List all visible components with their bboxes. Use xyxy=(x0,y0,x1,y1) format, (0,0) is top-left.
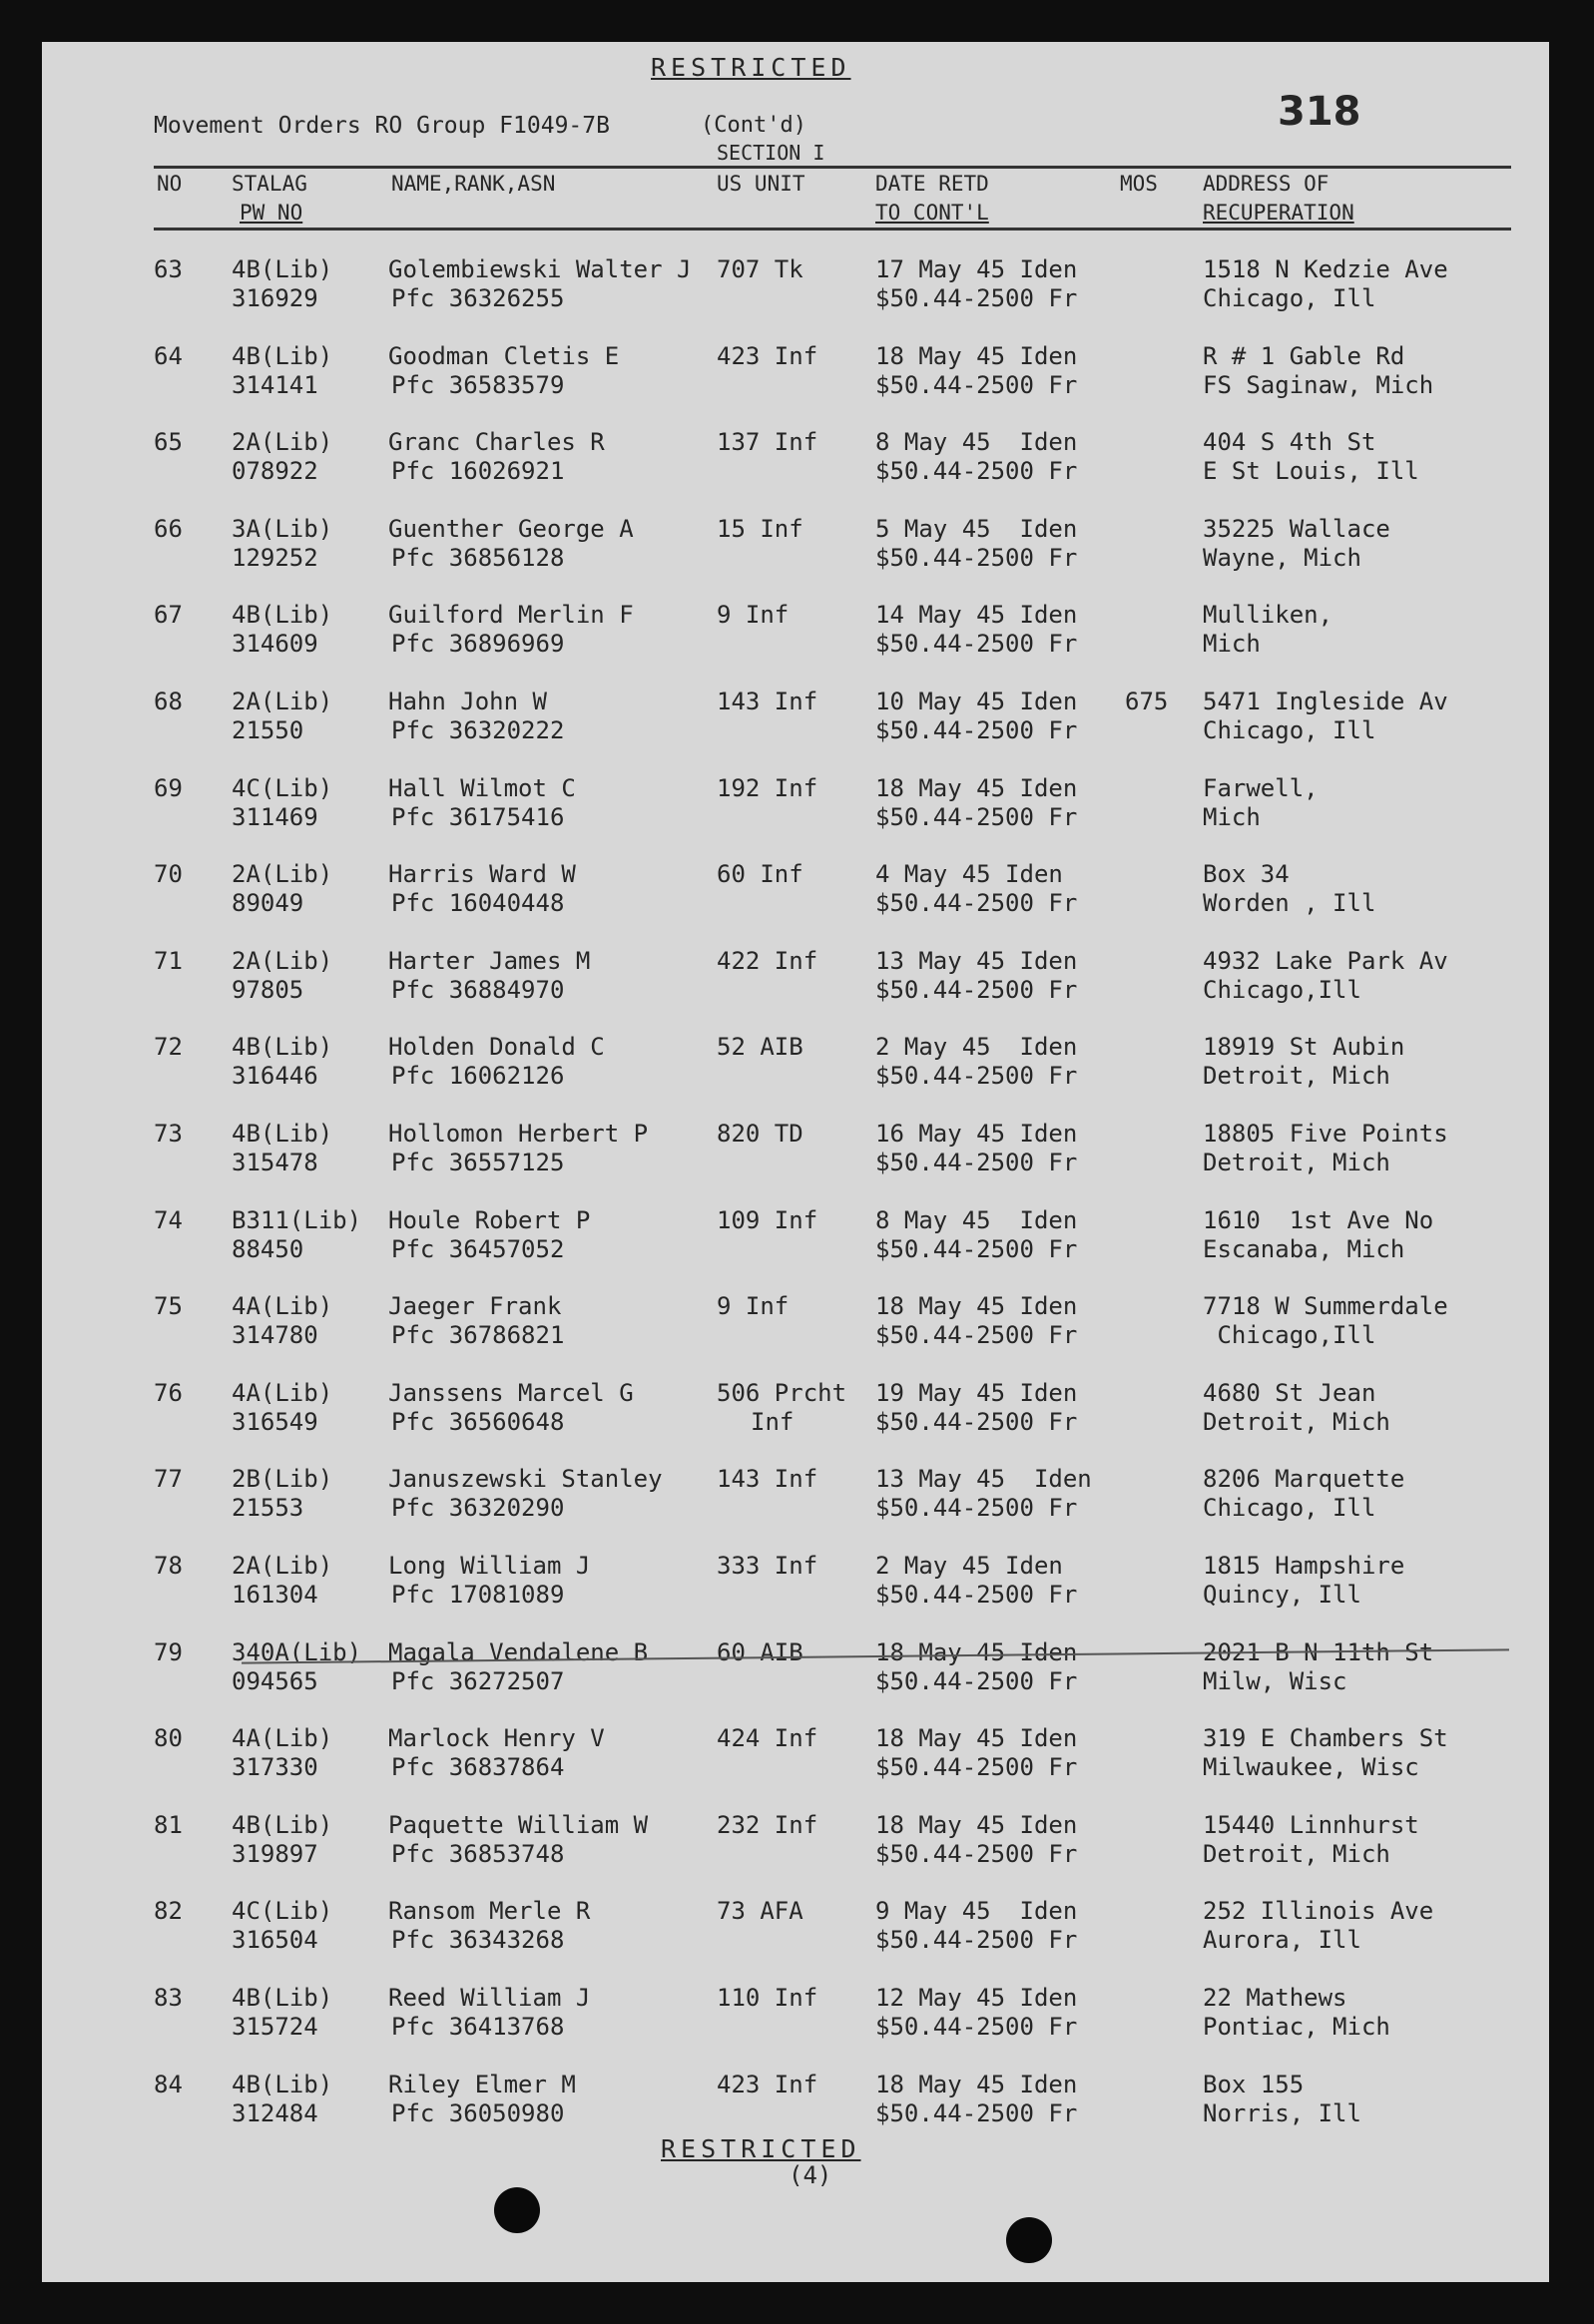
unit-cell: 143 Inf xyxy=(717,1465,818,1493)
pay-cell: $50.44-2500 Fr xyxy=(875,1408,1078,1436)
name-cell: Jaeger Frank xyxy=(388,1292,562,1320)
address-line1-cell: 5471 Ingleside Av xyxy=(1203,688,1448,715)
unit-cell: 109 Inf xyxy=(717,1206,818,1234)
date-cell: 18 May 45 Iden xyxy=(875,1724,1078,1752)
stalag-cell: 4B(Lib) xyxy=(232,601,333,629)
pw-number-cell: 129252 xyxy=(232,544,318,572)
address-line2-cell: Milwaukee, Wisc xyxy=(1203,1753,1419,1781)
date-cell: 8 May 45 Iden xyxy=(875,1206,1078,1234)
address-line1-cell: 15440 Linnhurst xyxy=(1203,1811,1419,1839)
pw-number-cell: 319897 xyxy=(232,1840,318,1868)
address-line1-cell: 1518 N Kedzie Ave xyxy=(1203,255,1448,283)
column-header-address-line1: ADDRESS OF xyxy=(1203,172,1329,196)
row-number: 65 xyxy=(154,428,183,456)
pw-number-cell: 316446 xyxy=(232,1062,318,1090)
unit-cell-line2: Inf xyxy=(751,1408,795,1436)
pw-number-cell: 316549 xyxy=(232,1408,318,1436)
punch-hole-left xyxy=(494,2187,540,2233)
date-cell: 19 May 45 Iden xyxy=(875,1379,1078,1407)
name-cell: Hall Wilmot C xyxy=(388,774,576,802)
row-number: 70 xyxy=(154,860,183,888)
pw-number-cell: 89049 xyxy=(232,889,304,917)
address-line1-cell: 1815 Hampshire xyxy=(1203,1552,1405,1580)
row-number: 77 xyxy=(154,1465,183,1493)
rank-asn-cell: Pfc 16040448 xyxy=(391,889,565,917)
pw-number-cell: 315478 xyxy=(232,1149,318,1176)
address-line2-cell: Norris, Ill xyxy=(1203,2099,1361,2127)
unit-cell: 15 Inf xyxy=(717,515,803,543)
date-cell: 9 May 45 Iden xyxy=(875,1897,1078,1925)
name-cell: Hollomon Herbert P xyxy=(388,1120,649,1148)
address-line2-cell: Detroit, Mich xyxy=(1203,1062,1390,1090)
unit-cell: 73 AFA xyxy=(717,1897,803,1925)
pw-number-cell: 314780 xyxy=(232,1321,318,1349)
rank-asn-cell: Pfc 36320222 xyxy=(391,716,565,744)
stalag-cell: 2A(Lib) xyxy=(232,688,333,715)
section-label: SECTION I xyxy=(717,141,825,165)
pay-cell: $50.44-2500 Fr xyxy=(875,544,1078,572)
pw-number-cell: 316929 xyxy=(232,284,318,312)
punch-hole-right xyxy=(1006,2217,1052,2263)
unit-cell: 9 Inf xyxy=(717,601,790,629)
row-number: 71 xyxy=(154,947,183,975)
pw-number-cell: 078922 xyxy=(232,457,318,485)
stalag-cell: 4A(Lib) xyxy=(232,1379,333,1407)
pw-number-cell: 314141 xyxy=(232,371,318,399)
address-line1-cell: R # 1 Gable Rd xyxy=(1203,342,1405,370)
pw-number-cell: 97805 xyxy=(232,976,304,1004)
mos-cell: 675 xyxy=(1125,688,1169,715)
stalag-cell: 4B(Lib) xyxy=(232,2071,333,2098)
address-line1-cell: Farwell, xyxy=(1203,774,1319,802)
pw-number-cell: 316504 xyxy=(232,1926,318,1954)
column-header-mos: MOS xyxy=(1120,172,1158,196)
rank-asn-cell: Pfc 36560648 xyxy=(391,1408,565,1436)
date-cell: 14 May 45 Iden xyxy=(875,601,1078,629)
stalag-cell: 3A(Lib) xyxy=(232,515,333,543)
rank-asn-cell: Pfc 36583579 xyxy=(391,371,565,399)
column-header-stalag: STALAG xyxy=(232,172,307,196)
column-header-name: NAME,RANK,ASN xyxy=(391,172,556,196)
row-number: 63 xyxy=(154,255,183,283)
stalag-cell: 4A(Lib) xyxy=(232,1292,333,1320)
date-cell: 18 May 45 Iden xyxy=(875,1811,1078,1839)
address-line2-cell: Wayne, Mich xyxy=(1203,544,1361,572)
address-line1-cell: 18919 St Aubin xyxy=(1203,1033,1405,1061)
row-number: 83 xyxy=(154,1984,183,2012)
pay-cell: $50.44-2500 Fr xyxy=(875,889,1078,917)
name-cell: Januszewski Stanley xyxy=(388,1465,663,1493)
address-line2-cell: Detroit, Mich xyxy=(1203,1408,1390,1436)
date-cell: 18 May 45 Iden xyxy=(875,342,1078,370)
address-line1-cell: 4680 St Jean xyxy=(1203,1379,1376,1407)
pay-cell: $50.44-2500 Fr xyxy=(875,1753,1078,1781)
stalag-cell: B311(Lib) xyxy=(232,1206,362,1234)
unit-cell: 192 Inf xyxy=(717,774,818,802)
date-cell: 17 May 45 Iden xyxy=(875,255,1078,283)
address-line2-cell: Pontiac, Mich xyxy=(1203,2013,1390,2041)
name-cell: Long William J xyxy=(388,1552,591,1580)
stalag-cell: 2A(Lib) xyxy=(232,947,333,975)
date-cell: 10 May 45 Iden xyxy=(875,688,1078,715)
row-number: 79 xyxy=(154,1638,183,1666)
pw-number-cell: 314609 xyxy=(232,630,318,658)
column-header-date-line2: TO CONT'L xyxy=(875,201,989,225)
address-line1-cell: 404 S 4th St xyxy=(1203,428,1376,456)
pw-number-cell: 21553 xyxy=(232,1494,304,1522)
pay-cell: $50.44-2500 Fr xyxy=(875,1062,1078,1090)
row-number: 64 xyxy=(154,342,183,370)
address-line1-cell: 1610 1st Ave No xyxy=(1203,1206,1434,1234)
unit-cell: 422 Inf xyxy=(717,947,818,975)
pay-cell: $50.44-2500 Fr xyxy=(875,803,1078,831)
name-cell: Paquette William W xyxy=(388,1811,649,1839)
rank-asn-cell: Pfc 36557125 xyxy=(391,1149,565,1176)
pay-cell: $50.44-2500 Fr xyxy=(875,1926,1078,1954)
row-number: 82 xyxy=(154,1897,183,1925)
rank-asn-cell: Pfc 36320290 xyxy=(391,1494,565,1522)
pw-number-cell: 311469 xyxy=(232,803,318,831)
pay-cell: $50.44-2500 Fr xyxy=(875,1667,1078,1695)
rank-asn-cell: Pfc 16062126 xyxy=(391,1062,565,1090)
pw-number-cell: 312484 xyxy=(232,2099,318,2127)
pw-number-cell: 88450 xyxy=(232,1235,304,1263)
address-line2-cell: Chicago, Ill xyxy=(1203,716,1376,744)
row-number: 66 xyxy=(154,515,183,543)
row-number: 84 xyxy=(154,2071,183,2098)
rank-asn-cell: Pfc 36175416 xyxy=(391,803,565,831)
row-number: 72 xyxy=(154,1033,183,1061)
stalag-cell: 4B(Lib) xyxy=(232,255,333,283)
date-cell: 18 May 45 Iden xyxy=(875,1638,1078,1666)
page-number: 318 xyxy=(1278,89,1361,135)
address-line1-cell: 18805 Five Points xyxy=(1203,1120,1448,1148)
unit-cell: 60 Inf xyxy=(717,860,803,888)
name-cell: Houle Robert P xyxy=(388,1206,591,1234)
document-page xyxy=(42,42,1549,2282)
pay-cell: $50.44-2500 Fr xyxy=(875,1581,1078,1609)
stalag-cell: 4B(Lib) xyxy=(232,1811,333,1839)
address-line1-cell: 22 Mathews xyxy=(1203,1984,1347,2012)
row-number: 80 xyxy=(154,1724,183,1752)
name-cell: Harris Ward W xyxy=(388,860,576,888)
name-cell: Guenther George A xyxy=(388,515,634,543)
address-line2-cell: Worden , Ill xyxy=(1203,889,1376,917)
address-line1-cell: 319 E Chambers St xyxy=(1203,1724,1448,1752)
rank-asn-cell: Pfc 36853748 xyxy=(391,1840,565,1868)
row-number: 69 xyxy=(154,774,183,802)
header-rule-bottom xyxy=(154,228,1511,231)
date-cell: 13 May 45 Iden xyxy=(875,1465,1092,1493)
row-number: 73 xyxy=(154,1120,183,1148)
rank-asn-cell: Pfc 36272507 xyxy=(391,1667,565,1695)
date-cell: 2 May 45 Iden xyxy=(875,1033,1078,1061)
column-header-no: NO xyxy=(157,172,183,196)
stalag-cell: 340A(Lib) xyxy=(232,1638,362,1666)
address-line1-cell: 8206 Marquette xyxy=(1203,1465,1405,1493)
unit-cell: 707 Tk xyxy=(717,255,803,283)
address-line1-cell: Mulliken, xyxy=(1203,601,1333,629)
pay-cell: $50.44-2500 Fr xyxy=(875,457,1078,485)
stalag-cell: 2A(Lib) xyxy=(232,860,333,888)
address-line2-cell: FS Saginaw, Mich xyxy=(1203,371,1434,399)
name-cell: Harter James M xyxy=(388,947,591,975)
row-number: 76 xyxy=(154,1379,183,1407)
address-line2-cell: E St Louis, Ill xyxy=(1203,457,1419,485)
stalag-cell: 4B(Lib) xyxy=(232,1984,333,2012)
row-number: 67 xyxy=(154,601,183,629)
address-line2-cell: Chicago,Ill xyxy=(1203,1321,1376,1349)
address-line2-cell: Escanaba, Mich xyxy=(1203,1235,1405,1263)
date-cell: 13 May 45 Iden xyxy=(875,947,1078,975)
date-cell: 18 May 45 Iden xyxy=(875,2071,1078,2098)
stalag-cell: 2A(Lib) xyxy=(232,428,333,456)
address-line2-cell: Mich xyxy=(1203,803,1261,831)
date-cell: 16 May 45 Iden xyxy=(875,1120,1078,1148)
date-cell: 18 May 45 Iden xyxy=(875,1292,1078,1320)
address-line2-cell: Quincy, Ill xyxy=(1203,1581,1361,1609)
stalag-cell: 4C(Lib) xyxy=(232,774,333,802)
name-cell: Riley Elmer M xyxy=(388,2071,576,2098)
rank-asn-cell: Pfc 36413768 xyxy=(391,2013,565,2041)
rank-asn-cell: Pfc 36050980 xyxy=(391,2099,565,2127)
row-number: 78 xyxy=(154,1552,183,1580)
date-cell: 2 May 45 Iden xyxy=(875,1552,1063,1580)
date-cell: 18 May 45 Iden xyxy=(875,774,1078,802)
date-cell: 5 May 45 Iden xyxy=(875,515,1078,543)
pay-cell: $50.44-2500 Fr xyxy=(875,1840,1078,1868)
address-line1-cell: 252 Illinois Ave xyxy=(1203,1897,1434,1925)
name-cell: Goodman Cletis E xyxy=(388,342,620,370)
classification-top: RESTRICTED xyxy=(651,53,851,82)
row-number: 75 xyxy=(154,1292,183,1320)
unit-cell: 423 Inf xyxy=(717,342,818,370)
pw-number-cell: 094565 xyxy=(232,1667,318,1695)
pay-cell: $50.44-2500 Fr xyxy=(875,1149,1078,1176)
name-cell: Granc Charles R xyxy=(388,428,605,456)
pay-cell: $50.44-2500 Fr xyxy=(875,716,1078,744)
name-cell: Marlock Henry V xyxy=(388,1724,605,1752)
unit-cell: 423 Inf xyxy=(717,2071,818,2098)
row-number: 81 xyxy=(154,1811,183,1839)
unit-cell: 232 Inf xyxy=(717,1811,818,1839)
address-line1-cell: Box 155 xyxy=(1203,2071,1305,2098)
stalag-cell: 2A(Lib) xyxy=(232,1552,333,1580)
address-line2-cell: Milw, Wisc xyxy=(1203,1667,1347,1695)
unit-cell: 820 TD xyxy=(717,1120,803,1148)
column-header-date-line1: DATE RETD xyxy=(875,172,989,196)
pay-cell: $50.44-2500 Fr xyxy=(875,1494,1078,1522)
sheet-number: (4) xyxy=(789,2161,832,2189)
rank-asn-cell: Pfc 16026921 xyxy=(391,457,565,485)
name-cell: Holden Donald C xyxy=(388,1033,605,1061)
stalag-cell: 4B(Lib) xyxy=(232,342,333,370)
date-cell: 4 May 45 Iden xyxy=(875,860,1063,888)
rank-asn-cell: Pfc 36457052 xyxy=(391,1235,565,1263)
stalag-cell: 4B(Lib) xyxy=(232,1120,333,1148)
name-cell: Golembiewski Walter J xyxy=(388,255,692,283)
row-number: 74 xyxy=(154,1206,183,1234)
address-line2-cell: Detroit, Mich xyxy=(1203,1840,1390,1868)
unit-cell: 60 AIB xyxy=(717,1638,803,1666)
address-line2-cell: Aurora, Ill xyxy=(1203,1926,1361,1954)
pay-cell: $50.44-2500 Fr xyxy=(875,284,1078,312)
pay-cell: $50.44-2500 Fr xyxy=(875,630,1078,658)
address-line2-cell: Chicago,Ill xyxy=(1203,976,1361,1004)
rank-asn-cell: Pfc 36884970 xyxy=(391,976,565,1004)
stalag-cell: 4B(Lib) xyxy=(232,1033,333,1061)
pw-number-cell: 315724 xyxy=(232,2013,318,2041)
pay-cell: $50.44-2500 Fr xyxy=(875,2099,1078,2127)
address-line1-cell: 2021 B N 11th St xyxy=(1203,1638,1434,1666)
address-line2-cell: Chicago, Ill xyxy=(1203,284,1376,312)
name-cell: Ransom Merle R xyxy=(388,1897,591,1925)
stalag-cell: 2B(Lib) xyxy=(232,1465,333,1493)
unit-cell: 333 Inf xyxy=(717,1552,818,1580)
pay-cell: $50.44-2500 Fr xyxy=(875,1321,1078,1349)
column-header-address-line2: RECUPERATION xyxy=(1203,201,1354,225)
address-line2-cell: Chicago, Ill xyxy=(1203,1494,1376,1522)
header-rule-top xyxy=(154,166,1511,169)
stalag-cell: 4C(Lib) xyxy=(232,1897,333,1925)
stalag-cell: 4A(Lib) xyxy=(232,1724,333,1752)
pw-number-cell: 161304 xyxy=(232,1581,318,1609)
pay-cell: $50.44-2500 Fr xyxy=(875,2013,1078,2041)
pay-cell: $50.44-2500 Fr xyxy=(875,1235,1078,1263)
unit-cell: 143 Inf xyxy=(717,688,818,715)
date-cell: 8 May 45 Iden xyxy=(875,428,1078,456)
rank-asn-cell: Pfc 36837864 xyxy=(391,1753,565,1781)
rank-asn-cell: Pfc 17081089 xyxy=(391,1581,565,1609)
name-cell: Hahn John W xyxy=(388,688,547,715)
unit-cell: 9 Inf xyxy=(717,1292,790,1320)
unit-cell: 110 Inf xyxy=(717,1984,818,2012)
rank-asn-cell: Pfc 36326255 xyxy=(391,284,565,312)
date-cell: 12 May 45 Iden xyxy=(875,1984,1078,2012)
continued-note: (Cont'd) xyxy=(701,113,806,138)
unit-cell: 506 Prcht xyxy=(717,1379,847,1407)
address-line1-cell: Box 34 xyxy=(1203,860,1290,888)
column-header-pw-no: PW NO xyxy=(240,201,303,225)
document-title: Movement Orders RO Group F1049-7B xyxy=(154,113,610,139)
rank-asn-cell: Pfc 36343268 xyxy=(391,1926,565,1954)
unit-cell: 424 Inf xyxy=(717,1724,818,1752)
address-line2-cell: Detroit, Mich xyxy=(1203,1149,1390,1176)
column-header-unit: US UNIT xyxy=(717,172,805,196)
address-line1-cell: 35225 Wallace xyxy=(1203,515,1390,543)
pay-cell: $50.44-2500 Fr xyxy=(875,976,1078,1004)
pw-number-cell: 317330 xyxy=(232,1753,318,1781)
address-line1-cell: 7718 W Summerdale xyxy=(1203,1292,1448,1320)
rank-asn-cell: Pfc 36786821 xyxy=(391,1321,565,1349)
name-cell: Janssens Marcel G xyxy=(388,1379,634,1407)
rank-asn-cell: Pfc 36856128 xyxy=(391,544,565,572)
pay-cell: $50.44-2500 Fr xyxy=(875,371,1078,399)
pw-number-cell: 21550 xyxy=(232,716,304,744)
address-line2-cell: Mich xyxy=(1203,630,1261,658)
classification-bottom: RESTRICTED xyxy=(661,2134,861,2163)
unit-cell: 52 AIB xyxy=(717,1033,803,1061)
name-cell: Reed William J xyxy=(388,1984,591,2012)
name-cell: Guilford Merlin F xyxy=(388,601,634,629)
row-number: 68 xyxy=(154,688,183,715)
name-cell: Magala Vendalene B xyxy=(388,1638,649,1666)
unit-cell: 137 Inf xyxy=(717,428,818,456)
address-line1-cell: 4932 Lake Park Av xyxy=(1203,947,1448,975)
rank-asn-cell: Pfc 36896969 xyxy=(391,630,565,658)
